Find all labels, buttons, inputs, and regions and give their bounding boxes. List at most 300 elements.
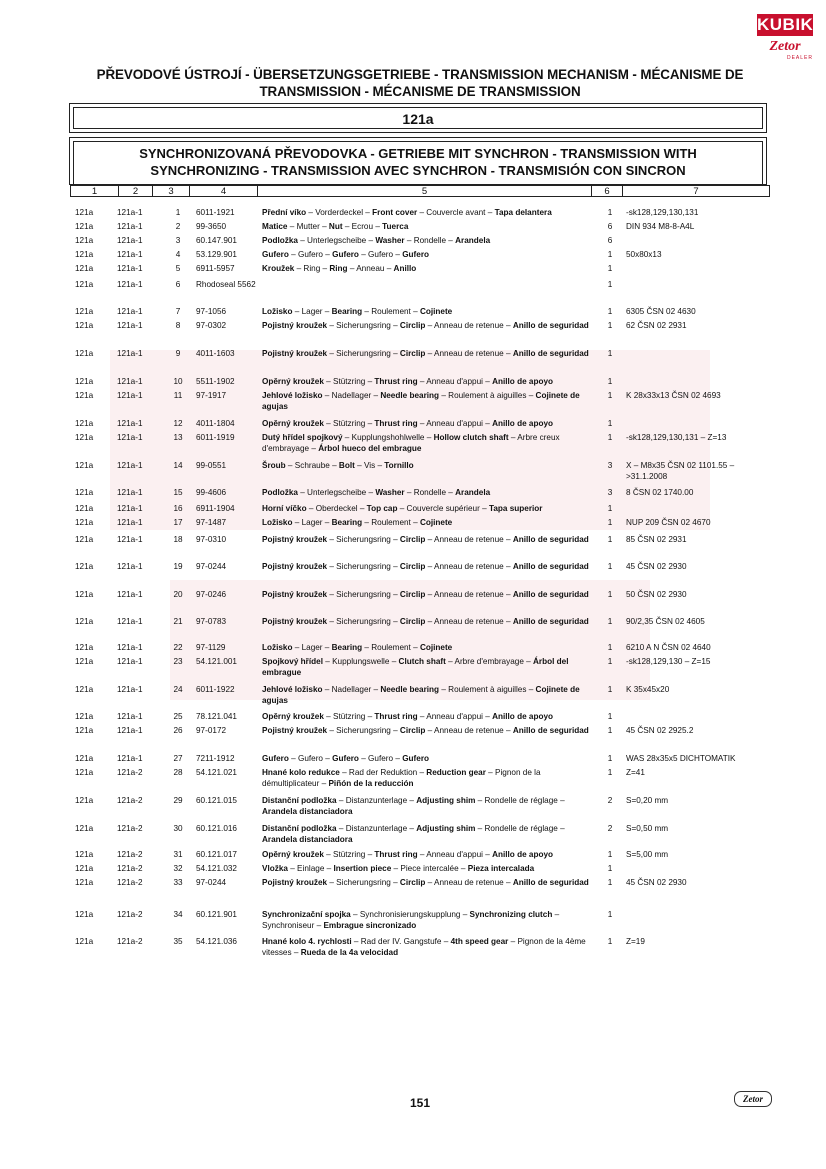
column-header-3: 3 [152, 185, 190, 197]
cell-position: 4 [175, 250, 181, 259]
cell-quantity: 1 [607, 617, 613, 626]
cell-note: X – M8x35 ČSN 02 1101.55 – >31.1.2008 [626, 461, 735, 481]
cell-note: K 35x45x20 [626, 685, 670, 694]
cell-description [262, 712, 597, 723]
description-translations: – Lager – Bearing – Roulement – Cojinete [292, 307, 453, 316]
cell-subgroup: 121a-2 [117, 824, 143, 833]
cell-quantity: 1 [607, 712, 613, 721]
cell-quantity: 1 [607, 280, 613, 289]
description-translations: – Stützring – Thrust ring – Anneau d'appui – Anillo de apoyo [323, 712, 554, 721]
cell-group: 121a [75, 768, 94, 777]
cell-quantity: 1 [607, 590, 613, 599]
cell-subgroup: 121a-1 [117, 349, 143, 358]
description-czech: Ložisko [262, 518, 293, 527]
cell-group: 121a [75, 518, 94, 527]
cell-part-number: 97-1129 [196, 643, 226, 652]
cell-note: 6305 ČSN 02 4630 [626, 307, 696, 316]
description-czech: Pojistný kroužek [262, 321, 328, 330]
cell-part-number: 53.129.901 [196, 250, 237, 259]
cell-position: 15 [173, 488, 183, 497]
cell-subgroup: 121a-1 [117, 685, 143, 694]
description-czech: Dutý hřídel spojkový [262, 433, 343, 442]
cell-subgroup: 121a-1 [117, 562, 143, 571]
description-czech: Ložisko [262, 307, 293, 316]
column-header-2: 2 [118, 185, 153, 197]
cell-description [262, 236, 597, 247]
cell-subgroup: 121a-1 [117, 643, 143, 652]
cell-position: 3 [175, 236, 181, 245]
cell-description [262, 878, 597, 889]
cell-quantity: 1 [607, 321, 613, 330]
cell-quantity: 3 [607, 461, 613, 470]
cell-description [262, 535, 597, 546]
group-code: 121a [73, 107, 763, 129]
cell-subgroup: 121a-1 [117, 307, 143, 316]
cell-note: Z=41 [626, 768, 645, 777]
cell-position: 6 [175, 280, 181, 289]
cell-part-number: 97-1056 [196, 307, 227, 316]
cell-part-number: 97-0244 [196, 878, 227, 887]
cell-description [262, 796, 597, 817]
cell-description [262, 461, 597, 472]
cell-part-number: 4011-1804 [196, 419, 235, 428]
cell-subgroup: 121a-1 [117, 264, 143, 273]
cell-position: 28 [173, 768, 183, 777]
cell-group: 121a [75, 236, 94, 245]
cell-group: 121a [75, 433, 94, 442]
cell-note: -sk128,129,130 – Z=15 [626, 657, 711, 666]
cell-part-number: 54.121.036 [196, 937, 237, 946]
description-translations: – Sicherungsring – Circlip – Anneau de retenue – Anillo de seguridad [327, 562, 589, 571]
cell-position: 21 [173, 617, 183, 626]
cell-position: 1 [175, 208, 181, 217]
description-translations: – Unterlegscheibe – Washer – Rondelle – Arandela [297, 488, 491, 497]
description-czech: Jehlové ložisko [262, 391, 323, 400]
description-translations: – Sicherungsring – Circlip – Anneau de retenue – Anillo de seguridad [327, 590, 589, 599]
cell-quantity: 1 [607, 504, 613, 513]
cell-subgroup: 121a-1 [117, 518, 143, 527]
cell-description [262, 222, 597, 233]
cell-part-number: 78.121.041 [196, 712, 237, 721]
cell-description [262, 264, 597, 275]
cell-quantity: 1 [607, 307, 613, 316]
cell-note: 85 ČSN 02 2931 [626, 535, 687, 544]
cell-quantity: 1 [607, 937, 613, 946]
description-translations: – Lager – Bearing – Roulement – Cojinete [292, 643, 453, 652]
cell-quantity: 1 [607, 518, 613, 527]
description-translations: – Kupplungswelle – Clutch shaft – Arbre d'embrayage – Árbol del embrague [262, 657, 569, 677]
cell-subgroup: 121a-2 [117, 768, 143, 777]
cell-group: 121a [75, 307, 94, 316]
cell-group: 121a [75, 617, 94, 626]
cell-subgroup: 121a-2 [117, 878, 143, 887]
column-header-7: 7 [622, 185, 770, 197]
cell-note: 6210 A N ČSN 02 4640 [626, 643, 711, 652]
cell-group: 121a [75, 657, 94, 666]
subgroup-title-line1: SYNCHRONIZOVANÁ PŘEVODOVKA - GETRIEBE MIT SYNCHRON - TRANSMISSION WITH [139, 146, 697, 161]
cell-group: 121a [75, 796, 94, 805]
description-translations: – Sicherungsring – Circlip – Anneau de retenue – Anillo de seguridad [327, 878, 589, 887]
cell-note: -sk128,129,130,131 [626, 208, 699, 217]
cell-position: 14 [173, 461, 183, 470]
cell-subgroup: 121a-2 [117, 864, 143, 873]
cell-subgroup: 121a-1 [117, 321, 143, 330]
cell-group: 121a [75, 535, 94, 544]
cell-position: 10 [173, 377, 183, 386]
cell-group: 121a [75, 754, 94, 763]
cell-quantity: 1 [607, 726, 613, 735]
cell-part-number: Rhodoseal 5562 [196, 280, 256, 289]
cell-position: 33 [173, 878, 183, 887]
cell-group: 121a [75, 250, 94, 259]
description-translations: – Sicherungsring – Circlip – Anneau de retenue – Anillo de seguridad [327, 349, 589, 358]
description-translations: – Sicherungsring – Circlip – Anneau de retenue – Anillo de seguridad [327, 535, 589, 544]
cell-description [262, 250, 597, 261]
description-czech: Pojistný kroužek [262, 726, 328, 735]
cell-part-number: 97-0310 [196, 535, 227, 544]
cell-group: 121a [75, 377, 94, 386]
cell-part-number: 60.147.901 [196, 236, 237, 245]
cell-group: 121a [75, 280, 94, 289]
description-translations: – Oberdeckel – Top cap – Couvercle supérieur – Tapa superior [306, 504, 543, 513]
section-title-line1: PŘEVODOVÉ ÚSTROJÍ - ÜBERSETZUNGSGETRIEBE - TRANSMISSION MECHANISM - MÉCANISME DE [96, 67, 744, 82]
cell-subgroup: 121a-1 [117, 488, 143, 497]
cell-note: 90/2,35 ČSN 02 4605 [626, 617, 705, 626]
cell-description [262, 488, 597, 499]
cell-part-number: 99-4606 [196, 488, 227, 497]
cell-position: 32 [173, 864, 183, 873]
cell-position: 29 [173, 796, 183, 805]
description-czech: Matice [262, 222, 288, 231]
cell-description [262, 824, 597, 845]
cell-quantity: 2 [607, 824, 613, 833]
cell-position: 30 [173, 824, 183, 833]
cell-subgroup: 121a-1 [117, 617, 143, 626]
cell-note: 8 ČSN 02 1740.00 [626, 488, 694, 497]
cell-description [262, 562, 597, 573]
section-title-line2: TRANSMISSION - MÉCANISME DE TRANSMISSION [259, 84, 581, 99]
cell-group: 121a [75, 222, 94, 231]
cell-position: 31 [173, 850, 183, 859]
cell-description [262, 307, 597, 318]
description-czech: Pojistný kroužek [262, 590, 328, 599]
cell-subgroup: 121a-1 [117, 535, 143, 544]
cell-subgroup: 121a-1 [117, 377, 143, 386]
cell-subgroup: 121a-1 [117, 433, 143, 442]
description-translations: – Rad der Reduktion – Reduction gear – Pignon de la démultiplicateur – Piñón de la reducción [262, 768, 541, 788]
page-number: 151 [409, 1096, 431, 1110]
cell-note: WAS 28x35x5 DICHTOMATIK [626, 754, 736, 763]
cell-note: 62 ČSN 02 2931 [626, 321, 687, 330]
cell-quantity: 2 [607, 796, 613, 805]
description-translations: – Stützring – Thrust ring – Anneau d'appui – Anillo de apoyo [323, 419, 554, 428]
cell-subgroup: 121a-2 [117, 796, 143, 805]
description-czech: Distanční podložka [262, 796, 337, 805]
cell-group: 121a [75, 850, 94, 859]
cell-group: 121a [75, 685, 94, 694]
cell-position: 25 [173, 712, 183, 721]
cell-quantity: 1 [607, 433, 613, 442]
description-translations: – Nadellager – Needle bearing – Roulement à aiguilles – Cojinete de agujas [262, 391, 580, 411]
cell-group: 121a [75, 391, 94, 400]
description-czech: Vložka [262, 864, 288, 873]
cell-note: 45 ČSN 02 2925.2 [626, 726, 694, 735]
cell-subgroup: 121a-2 [117, 937, 143, 946]
cell-part-number: 60.121.901 [196, 910, 237, 919]
cell-part-number: 99-0551 [196, 461, 227, 470]
description-czech: Pojistný kroužek [262, 617, 328, 626]
cell-group: 121a [75, 864, 94, 873]
description-translations: – Rad der IV. Gangstufe – 4th speed gear – Pignon de la 4ème vitesses – Rueda de la 4a velocidad [262, 937, 586, 957]
cell-position: 12 [173, 419, 183, 428]
cell-description [262, 937, 597, 958]
description-translations: – Schraube – Bolt – Vis – Tornillo [285, 461, 414, 470]
cell-group: 121a [75, 208, 94, 217]
cell-subgroup: 121a-1 [117, 461, 143, 470]
zetor-wordmark: Zetor [769, 39, 801, 54]
cell-quantity: 1 [607, 754, 613, 763]
cell-quantity: 1 [607, 878, 613, 887]
cell-description [262, 349, 597, 360]
description-translations: – Sicherungsring – Circlip – Anneau de retenue – Anillo de seguridad [327, 321, 589, 330]
cell-part-number: 54.121.032 [196, 864, 237, 873]
cell-part-number: 54.121.021 [196, 768, 237, 777]
cell-subgroup: 121a-1 [117, 208, 143, 217]
cell-position: 8 [175, 321, 181, 330]
cell-description [262, 518, 597, 529]
description-translations: – Nadellager – Needle bearing – Roulement à aiguilles – Cojinete de agujas [262, 685, 580, 705]
description-czech: Šroub [262, 461, 286, 470]
cell-position: 5 [175, 264, 181, 273]
cell-part-number: 6011-1919 [196, 433, 235, 442]
cell-position: 35 [173, 937, 183, 946]
cell-part-number: 97-0783 [196, 617, 227, 626]
description-czech: Pojistný kroužek [262, 349, 328, 358]
cell-quantity: 1 [607, 657, 613, 666]
cell-description [262, 433, 597, 454]
cell-note: S=0,50 mm [626, 824, 669, 833]
cell-quantity: 1 [607, 391, 613, 400]
cell-note: -sk128,129,130,131 – Z=13 [626, 433, 727, 442]
cell-quantity: 1 [607, 419, 613, 428]
cell-subgroup: 121a-2 [117, 850, 143, 859]
group-box [69, 103, 767, 133]
description-czech: Opěrný kroužek [262, 419, 324, 428]
cell-group: 121a [75, 643, 94, 652]
kubik-zetor-logo [757, 14, 813, 64]
description-czech: Podložka [262, 236, 298, 245]
cell-description [262, 419, 597, 430]
cell-position: 7 [175, 307, 181, 316]
cell-position: 11 [173, 391, 183, 400]
cell-description [262, 208, 597, 219]
description-czech: Pojistný kroužek [262, 535, 328, 544]
cell-description [262, 321, 597, 332]
cell-description [262, 726, 597, 737]
description-translations: – Stützring – Thrust ring – Anneau d'appui – Anillo de apoyo [323, 377, 554, 386]
column-header-6: 6 [591, 185, 623, 197]
description-czech: Hnané kolo 4. rychlosti [262, 937, 352, 946]
cell-group: 121a [75, 910, 94, 919]
description-czech: Kroužek [262, 264, 295, 273]
cell-quantity: 1 [607, 768, 613, 777]
cell-position: 23 [173, 657, 183, 666]
cell-quantity: 1 [607, 264, 613, 273]
cell-group: 121a [75, 321, 94, 330]
column-header-4: 4 [189, 185, 258, 197]
cell-description [262, 590, 597, 601]
cell-description [262, 754, 597, 765]
cell-position: 26 [173, 726, 183, 735]
cell-group: 121a [75, 504, 94, 513]
cell-quantity: 1 [607, 562, 613, 571]
cell-description [262, 391, 597, 412]
description-czech: Spojkový hřídel [262, 657, 323, 666]
zetor-footer-logo: Zetor [734, 1091, 772, 1107]
cell-part-number: 97-1487 [196, 518, 227, 527]
subgroup-title-line2: SYNCHRONIZING - TRANSMISSION AVEC SYNCHRON - TRANSMISIÓN CON SINCRON [150, 163, 686, 178]
description-translations: – Distanzunterlage – Adjusting shim – Rondelle de réglage – Arandela distanciadora [262, 824, 565, 844]
cell-subgroup: 121a-1 [117, 590, 143, 599]
description-translations: – Kupplungshohlwelle – Hollow clutch shaft – Arbre creux d'embrayage – Árbol hueco del embrague [262, 433, 560, 453]
cell-note: 45 ČSN 02 2930 [626, 562, 687, 571]
cell-quantity: 1 [607, 864, 613, 873]
cell-part-number: 54.121.001 [196, 657, 237, 666]
cell-note: K 28x33x13 ČSN 02 4693 [626, 391, 721, 400]
cell-note: NUP 209 ČSN 02 4670 [626, 518, 711, 527]
cell-quantity: 3 [607, 488, 613, 497]
cell-group: 121a [75, 488, 94, 497]
cell-group: 121a [75, 590, 94, 599]
cell-part-number: 99-3650 [196, 222, 227, 231]
cell-description [262, 504, 597, 515]
description-translations: – Gufero – Gufero – Gufero – Gufero [288, 250, 430, 259]
cell-group: 121a [75, 824, 94, 833]
cell-position: 13 [173, 433, 183, 442]
cell-description [262, 617, 597, 628]
description-translations: – Stützring – Thrust ring – Anneau d'appui – Anillo de apoyo [323, 850, 554, 859]
description-translations: – Mutter – Nut – Ecrou – Tuerca [287, 222, 409, 231]
cell-group: 121a [75, 712, 94, 721]
cell-quantity: 1 [607, 377, 613, 386]
description-czech: Jehlové ložisko [262, 685, 323, 694]
section-title [70, 66, 770, 100]
cell-description [262, 850, 597, 861]
cell-note: 50 ČSN 02 2930 [626, 590, 687, 599]
description-czech: Pojistný kroužek [262, 562, 328, 571]
description-translations: – Gufero – Gufero – Gufero – Gufero [288, 754, 430, 763]
column-header-1: 1 [70, 185, 119, 197]
description-translations: – Einlage – Insertion piece – Piece intercalée – Pieza intercalada [287, 864, 535, 873]
cell-description [262, 768, 597, 789]
cell-position: 20 [173, 590, 183, 599]
cell-quantity: 6 [607, 236, 613, 245]
cell-quantity: 1 [607, 208, 613, 217]
description-czech: Horní víčko [262, 504, 307, 513]
cell-note: DIN 934 M8-8-A4L [626, 222, 695, 231]
description-translations: – Ring – Ring – Anneau – Anillo [294, 264, 417, 273]
cell-position: 24 [173, 685, 183, 694]
cell-note: S=5,00 mm [626, 850, 669, 859]
cell-part-number: 97-0246 [196, 590, 227, 599]
cell-position: 34 [173, 910, 183, 919]
cell-subgroup: 121a-1 [117, 504, 143, 513]
cell-quantity: 1 [607, 535, 613, 544]
cell-position: 2 [175, 222, 181, 231]
description-czech: Gufero [262, 250, 289, 259]
cell-position: 22 [173, 643, 183, 652]
cell-group: 121a [75, 419, 94, 428]
dealer-tag: DEALER [786, 55, 813, 61]
cell-part-number: 7211-1912 [196, 754, 235, 763]
cell-position: 19 [173, 562, 183, 571]
cell-part-number: 97-1917 [196, 391, 227, 400]
cell-subgroup: 121a-1 [117, 726, 143, 735]
cell-subgroup: 121a-1 [117, 236, 143, 245]
cell-subgroup: 121a-1 [117, 280, 143, 289]
cell-subgroup: 121a-1 [117, 250, 143, 259]
description-czech: Gufero [262, 754, 289, 763]
cell-position: 16 [173, 504, 183, 513]
description-czech: Ložisko [262, 643, 293, 652]
cell-subgroup: 121a-2 [117, 910, 143, 919]
cell-subgroup: 121a-1 [117, 391, 143, 400]
description-czech: Přední víko [262, 208, 307, 217]
cell-quantity: 6 [607, 222, 613, 231]
cell-subgroup: 121a-1 [117, 419, 143, 428]
cell-group: 121a [75, 562, 94, 571]
description-czech: Hnané kolo redukce [262, 768, 340, 777]
cell-part-number: 97-0244 [196, 562, 227, 571]
cell-part-number: 97-0172 [196, 726, 227, 735]
cell-quantity: 1 [607, 349, 613, 358]
cell-note: 45 ČSN 02 2930 [626, 878, 687, 887]
cell-part-number: 60.121.016 [196, 824, 237, 833]
cell-quantity: 1 [607, 643, 613, 652]
cell-quantity: 1 [607, 685, 613, 694]
subgroup-title [73, 141, 763, 184]
cell-subgroup: 121a-1 [117, 657, 143, 666]
cell-description [262, 910, 597, 931]
description-czech: Opěrný kroužek [262, 712, 324, 721]
cell-position: 9 [175, 349, 181, 358]
cell-note: Z=19 [626, 937, 645, 946]
description-translations: – Sicherungsring – Circlip – Anneau de retenue – Anillo de seguridad [327, 726, 589, 735]
cell-part-number: 6011-1922 [196, 685, 235, 694]
cell-subgroup: 121a-1 [117, 754, 143, 763]
cell-group: 121a [75, 349, 94, 358]
cell-description [262, 657, 597, 678]
description-czech: Synchronizační spojka [262, 910, 351, 919]
cell-quantity: 1 [607, 910, 613, 919]
cell-position: 27 [173, 754, 183, 763]
description-translations: – Vorderdeckel – Front cover – Couvercle avant – Tapa delantera [306, 208, 552, 217]
cell-part-number: 6011-1921 [196, 208, 235, 217]
cell-subgroup: 121a-1 [117, 222, 143, 231]
cell-part-number: 6911-1904 [196, 504, 235, 513]
cell-part-number: 4011-1603 [196, 349, 235, 358]
cell-part-number: 6911-5957 [196, 264, 235, 273]
cell-description [262, 685, 597, 706]
cell-group: 121a [75, 264, 94, 273]
description-translations: – Distanzunterlage – Adjusting shim – Rondelle de réglage – Arandela distanciadora [262, 796, 565, 816]
cell-position: 18 [173, 535, 183, 544]
kubik-wordmark: KUBIK [757, 15, 814, 34]
cell-note: 50x80x13 [626, 250, 662, 259]
description-translations: – Lager – Bearing – Roulement – Cojinete [292, 518, 453, 527]
cell-part-number: 97-0302 [196, 321, 227, 330]
cell-part-number: 5511-1902 [196, 377, 235, 386]
